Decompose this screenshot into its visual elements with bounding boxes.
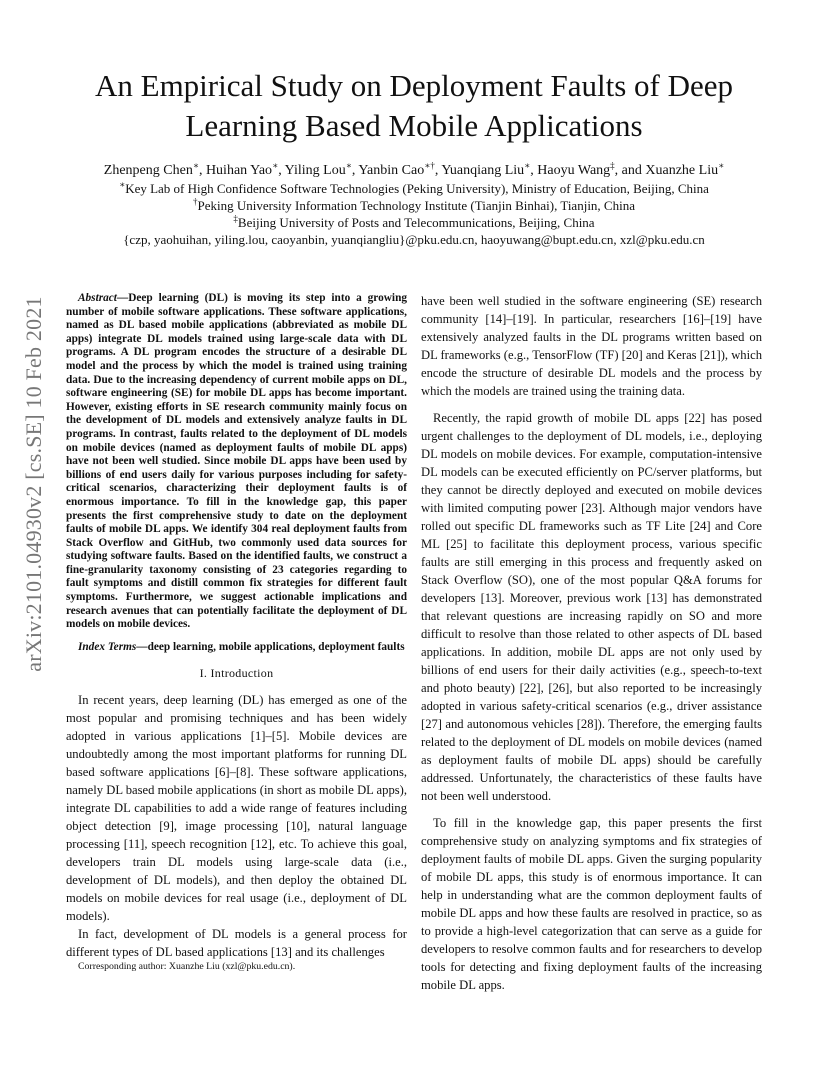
corresponding-author-footnote: Corresponding author: Xuanzhe Liu (xzl@pku.edu.cn). <box>78 961 296 972</box>
author: Yiling Lou∗ <box>284 160 352 178</box>
left-column <box>66 292 407 961</box>
arxiv-identifier: arXiv:2101.04930v2 [cs.SE] 10 Feb 2021 <box>21 296 46 672</box>
author: Zhenpeng Chen∗ <box>103 160 199 178</box>
author: Huihan Yao∗ <box>205 160 279 178</box>
affiliation-line: ‡Beijing University of Posts and Telecommunications, Beijing, China <box>233 213 595 230</box>
affiliation-line: †Peking University Information Technology Institute (Tianjin Binhai), Tianjin, China <box>193 196 635 213</box>
author: Xuanzhe Liu∗ <box>645 160 725 178</box>
body-paragraph: Recently, the rapid growth of mobile DL apps [22] has posed urgent challenges to the deployment of DL models, i.e., deploying DL models on mobile devices. For example, computation-intensive DL models can be executed efficiently on PC/server platforms, but they cannot be directly deployed and executed on mobile devices with limited computing power [23]. Although major vendors have rolled out specific DL frameworks such as TF Lite [24] and Core ML [25] to facilitate this deployment process, various specific faults are still emerging in this process and frequently asked on Stack Overflow (SO), one of the most popular Q&A forums for developers [13]. Moreover, previous work [13] has demonstrated that relevant questions are increasing rapidly on SO and more difficult to resolve than those related to other aspects of DL based applications. In addition, mobile DL apps are not only used by billions of end users for their daily activities (e.g., speech-to-text and photo beauty) [22], [26], but also reported to be increasingly adopted in various safety-critical scenarios (e.g., driver assistance [27] and autonomous vehicles [28]). Therefore, the emerging faults related to the deployment of DL models on mobile devices (named as deployment faults of mobile DL apps) should be carefully addressed. Unfortunately, the characteristics of these faults have not been well understood. <box>421 411 762 803</box>
right-column <box>421 292 762 994</box>
body-paragraph: have been well studied in the software engineering (SE) research community [14]–[19]. In particular, researchers [16]–[19] have extensively analyzed faults in the DL programs written based on DL frameworks (e.g., TensorFlow (TF) [20] and Keras [21]), which encode the structure of desirable DL models and the process by which the models are trained using the training data. <box>421 294 762 398</box>
body-paragraph: In fact, development of DL models is a general process for different types of DL based applications [13] and its challenges <box>66 927 407 960</box>
author: Haoyu Wang‡ <box>537 160 615 178</box>
index-terms-text: —deep learning, mobile applications, deployment faults <box>136 640 405 653</box>
abstract <box>66 292 407 632</box>
author-list: Zhenpeng Chen∗, Huihan Yao∗, Yiling Lou∗, Yanbin Cao∗†, Yuanqiang Liu∗, Haoyu Wang‡, and Xuanzhe Liu∗ <box>103 160 725 178</box>
section-heading-introduction: I. Introduction <box>199 666 274 681</box>
affiliation-line: ∗Key Lab of High Confidence Software Technologies (Peking University), Ministry of Education, Beijing, China <box>119 179 709 196</box>
arxiv-stamp <box>18 292 50 676</box>
abstract-label: Abstract <box>78 292 117 304</box>
title-line-2: Learning Based Mobile Applications <box>185 108 643 143</box>
author-emails: {czp, yaohuihan, yiling.lou, caoyanbin, yuanqiangliu}@pku.edu.cn, haoyuwang@bupt.edu.cn, xzl@pku.edu.cn <box>123 232 705 247</box>
author: Yuanqiang Liu∗ <box>441 160 531 178</box>
author: Yanbin Cao∗† <box>358 160 435 178</box>
title-line-1: An Empirical Study on Deployment Faults of Deep <box>95 68 733 103</box>
abstract-text: —Deep learning (DL) is moving its step into a growing number of mobile software applications. These software applications, named as DL based mobile applications (abbreviated as mobile DL apps) integrate DL models trained using large-scale data with DL programs. A DL program encodes the structure of a desirable DL model and the process by which the model is trained using training data. Due to the increasing dependency of current mobile apps on DL, software engineering (SE) for mobile DL apps has become important. However, existing efforts in SE research community mainly focus on the development of DL models and extensively analyze faults in DL programs. In contrast, faults related to the deployment of DL models on mobile devices (named as deployment faults of mobile DL apps) have not been well studied. Since mobile DL apps have been used by billions of end users daily for various purposes including for safety-critical scenarios, characterizing their deployment faults is of enormous importance. To fill in the knowledge gap, this paper presents the first comprehensive study to date on the deployment faults of mobile DL apps. We identify 304 real deployment faults from Stack Overflow and GitHub, two commonly used data sources for studying software faults. Based on the identified faults, we construct a fine-granularity taxonomy consisting of 23 categories regarding to fault symptoms and distill common fix strategies for different fault symptoms. Furthermore, we suggest actionable implications and research avenues that can potentially facilitate the deployment of DL models on mobile devices. <box>66 292 407 631</box>
body-paragraph: In recent years, deep learning (DL) has emerged as one of the most popular and promising techniques and has been widely adopted in various applications [1]–[5]. Mobile devices are undoubtedly among the most important platforms for running DL based software applications [6]–[8]. These software applications, namely DL based mobile applications (in short as mobile DL apps), integrate DL capabilities to add a wide range of features including object detection [9], image processing [10], natural language processing [11], speech recognition [12], etc. To achieve this goal, developers train DL models using large-scale data (i.e., development of DL models), and then deploy the obtained DL models on mobile devices for real usage (i.e., deployment of DL models). <box>66 693 407 924</box>
paper-title <box>40 66 788 146</box>
body-paragraph: To fill in the knowledge gap, this paper presents the first comprehensive study on analyzing symptoms and fix strategies of deployment faults of mobile DL apps. Given the surging popularity of mobile DL apps, this study is of enormous importance. It can help in understanding what are the common deployment faults of mobile DL apps and how these faults are resolved in practice, so as to provide a high-level categorization that can serve as a guide for developers to resolve common faults and for researchers to develop tools for detecting and fixing deployment faults of the increasing mobile DL apps. <box>421 816 762 992</box>
index-terms <box>66 641 407 655</box>
index-terms-label: Index Terms <box>78 640 137 653</box>
